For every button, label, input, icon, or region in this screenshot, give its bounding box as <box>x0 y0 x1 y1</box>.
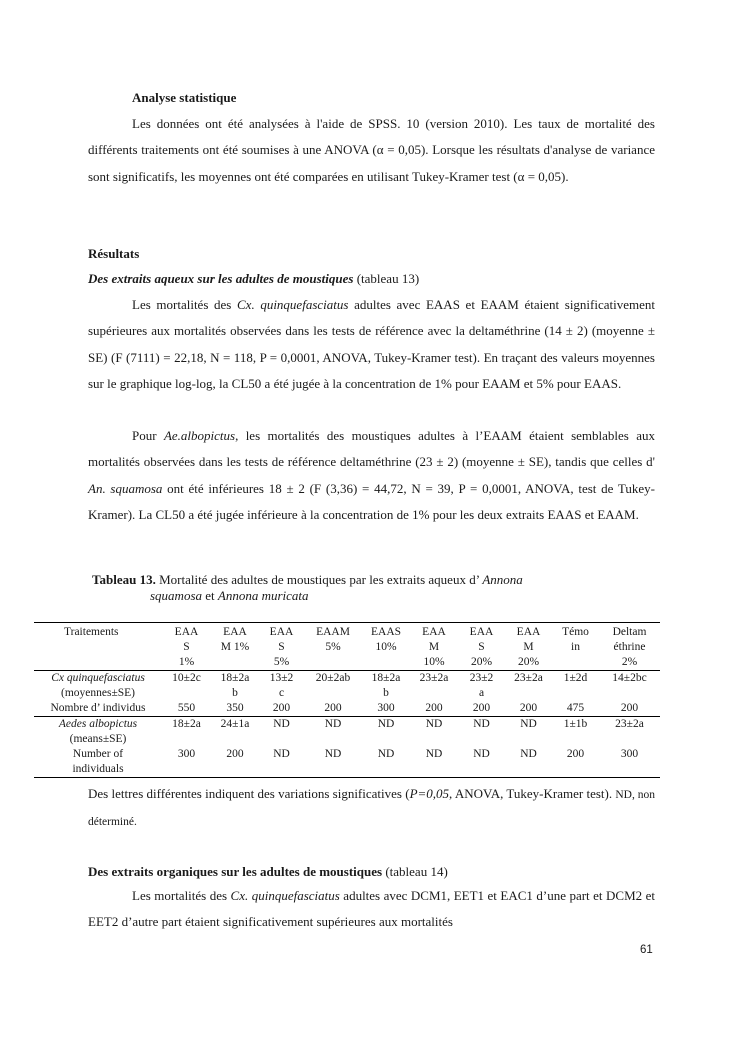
table-cell: 20±2ab <box>315 672 351 684</box>
table-cell: ND <box>520 748 537 760</box>
text-segment: ont été inférieures 18 ± 2 (F (3,36) = 44,72, N = 39, P = 0,0001, ANOVA, test de Tukey-Kramer). La CL50 a été jugée inférieure à la concentration de 1% pour les deux extraits EAAS et EAAM. <box>88 480 655 522</box>
table-cell: 200 <box>472 702 491 714</box>
table-cell: 18±2a b <box>220 672 250 699</box>
table-cell: 10±2c <box>172 672 201 684</box>
header-cell: Deltam éthrine 2% <box>612 626 647 668</box>
species-name: Annona <box>482 572 523 587</box>
table-cell: 23±2a <box>514 672 543 684</box>
header-cell: Témo in <box>562 626 589 653</box>
heading-resultats: Résultats <box>88 246 140 261</box>
table-cell: 23±2a <box>615 718 644 730</box>
paragraph-organic-results <box>88 883 655 936</box>
subheading-ref: (tableau 14) <box>382 864 448 879</box>
table-cell: ND <box>473 748 490 760</box>
table-caption <box>92 572 655 604</box>
species-name: Cx. quinquefasciatus <box>230 888 340 903</box>
header-cell: EAA M 10% <box>422 626 446 668</box>
note-text: , ANOVA, Tukey-Kramer test). <box>449 786 616 801</box>
subheading-text: Des extraits organiques sur les adultes de moustiques <box>88 864 383 879</box>
table-cell: 300 <box>177 748 196 760</box>
subheading-extraits-organiques <box>88 864 448 880</box>
text-segment: Les mortalités des <box>132 888 231 903</box>
caption-line-2 <box>92 588 655 604</box>
table-cell: ND <box>273 748 290 760</box>
header-cell: EAA M 1% <box>220 626 250 653</box>
table-cell: ND <box>520 718 537 730</box>
note-p-value: P=0,05 <box>409 786 450 801</box>
row-label-sub: (means±SE) <box>69 733 127 745</box>
header-cell: EAA S 5% <box>269 626 294 668</box>
table-cell: 23±2a <box>419 672 449 684</box>
table-cell: 475 <box>566 702 585 714</box>
table-cell: 200 <box>226 748 244 760</box>
table-cell: 200 <box>566 748 585 760</box>
text-segment: Pour <box>132 428 164 443</box>
text-segment: Les mortalités des <box>132 297 237 312</box>
table-cell: 23±2 a <box>469 672 494 699</box>
table-row <box>34 671 660 702</box>
subheading-ref: (tableau 13) <box>353 271 420 286</box>
row-label <box>34 717 162 748</box>
table-note <box>88 781 655 836</box>
table-cell: 200 <box>324 702 342 714</box>
header-cell: EAA S 1% <box>174 626 199 668</box>
caption-text: et <box>202 588 218 603</box>
text-segment: adultes avec EAAS et EAAM étaient significativement supérieures aux mortalités observées dans les tests de référence avec la deltaméthrine (14 ± 2) (moyenne ± SE) (F (7111) = 22,18, N = 118, P = 0,0001, ANOVA, Tukey-Kramer test). En traçant des valeurs moyennes sur le graphique log-log, la CL50 a été jugée à la concentration de 1% pour EAAM et 5% pour EAAS. <box>88 297 656 391</box>
header-cell: EAA M 20% <box>516 626 541 668</box>
table-cell: 18±2a <box>172 718 201 730</box>
header-cell: EAAM 5% <box>316 626 350 653</box>
table-cell: 300 <box>377 702 395 714</box>
table-cell: 13±2 c <box>269 672 294 699</box>
table-cell: 200 <box>272 702 291 714</box>
table-row <box>34 747 660 778</box>
header-cell: EAA S 20% <box>469 626 494 668</box>
note-nd: ND, non déterminé. <box>88 789 655 829</box>
species-name: squamosa <box>150 588 203 603</box>
header-traitements: Traitements <box>64 626 119 638</box>
row-label: Nombre d’ individus <box>50 702 146 714</box>
table-cell: 200 <box>620 702 639 714</box>
species-name: Cx. quinquefasciatus <box>237 297 349 312</box>
table-cell: 300 <box>620 748 639 760</box>
table-cell: 350 <box>226 702 244 714</box>
table-cell: ND <box>324 718 342 730</box>
row-label-sub: (moyennes±SE) <box>60 687 136 699</box>
table-row <box>34 701 660 717</box>
table-cell: ND <box>324 748 342 760</box>
species-name: Annona muricata <box>217 588 309 603</box>
table-cell: ND <box>377 718 395 730</box>
table-cell: 200 <box>425 702 443 714</box>
species-name: Aedes albopictus <box>58 718 138 730</box>
heading-analyse-statistique: Analyse statistique <box>132 90 237 105</box>
table-cell: 24±1a <box>220 718 250 730</box>
table-cell: 18±2a b <box>371 672 401 699</box>
table-cell: ND <box>273 718 290 730</box>
header-cell: EAAS 10% <box>370 626 402 653</box>
paragraph-culex-results <box>88 292 655 397</box>
table-cell: 550 <box>177 702 196 714</box>
table-cell: 1±1b <box>563 718 588 730</box>
paragraph-analyse-statistique <box>88 111 655 190</box>
subheading-text: Des extraits aqueux sur les adultes de moustiques <box>88 271 354 286</box>
table-cell: ND <box>425 718 443 730</box>
subheading-extraits-aqueux <box>88 271 419 287</box>
row-label <box>34 671 162 702</box>
text-segment: , les mortalités des moustiques adultes à l’EAAM étaient semblables aux mortalités observées dans les tests de référence deltaméthrine (23 ± 2) (moyenne ± SE), tandis que celles d' <box>88 428 655 470</box>
page-number: 61 <box>640 944 653 956</box>
species-name: An. squamosa <box>88 480 163 496</box>
text-segment: adultes avec DCM1, EET1 et EAC1 d’une part et DCM2 et EET2 d’autre part étaient significativement supérieures aux mortalités <box>88 888 655 930</box>
species-name: Cx quinquefasciatus <box>51 672 145 684</box>
note-text: Des lettres différentes indiquent des variations significatives ( <box>88 786 410 801</box>
table-header-row <box>34 623 660 671</box>
caption-text: Mortalité des adultes de moustiques par les extraits aqueux d’ <box>155 572 483 587</box>
row-label: Number of individuals <box>72 748 124 775</box>
paragraph-aedes-results <box>88 423 655 528</box>
table-cell: ND <box>377 748 395 760</box>
table-cell: ND <box>473 718 490 730</box>
table-cell: 1±2d <box>563 672 588 684</box>
paragraph-text: Les données ont été analysées à l'aide de SPSS. 10 (version 2010). Les taux de mortalité des différents traitements ont été soumises à une ANOVA (α = 0,05). Lorsque les résultats d'analyse de variance sont significatifs, les moyennes ont été comparées en utilisant Tukey-Kramer test (α = 0,05). <box>88 116 655 184</box>
species-name: Ae.albopictus <box>163 428 236 443</box>
caption-label: Tableau 13. <box>92 572 156 587</box>
table-cell: ND <box>425 748 443 760</box>
mortality-table <box>34 622 660 778</box>
table-row <box>34 717 660 748</box>
table-cell: 200 <box>519 702 538 714</box>
table-cell: 14±2bc <box>612 672 647 684</box>
